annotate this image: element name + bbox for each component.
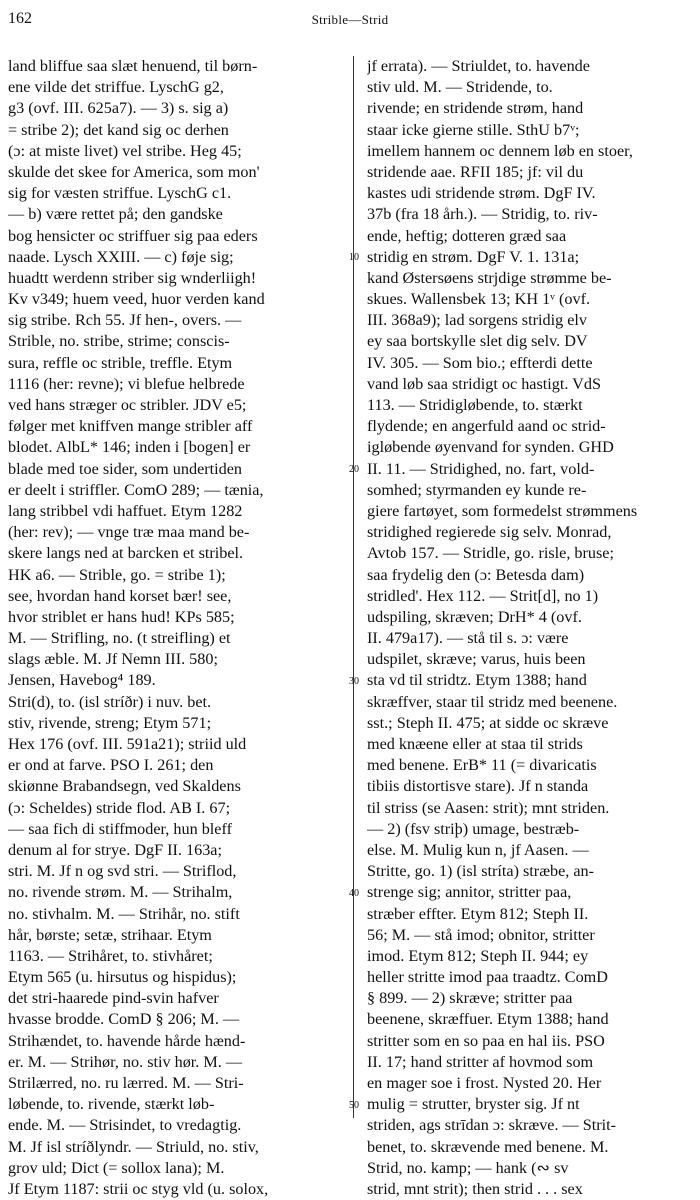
text-line: giere fartøyet, som formedelst strømmens [367,501,638,520]
text-line: skulde det skee for America, som mon' [8,162,260,181]
text-line: bog hensicter oc striffuer sig paa eders [8,226,258,245]
text-line: til striss (se Aasen: strit); mnt striden. [367,798,610,817]
line-number: 50 [349,1099,359,1111]
text-line: 37b (fra 18 årh.). — Stridig, to. riv- [367,205,598,224]
running-head [0,0,700,34]
text-line: ende. M. — Strisindet, to vredagtig. [8,1116,242,1135]
text-line: tibiis distortisve stare). Jf n standa [367,777,589,796]
text-line: hår, børste; setæ, strihaar. Etym [8,925,212,944]
right-column [367,56,692,1200]
line-number: 20 [349,463,359,475]
text-line: stridende aae. RFII 185; jf: vil du [367,162,584,181]
text-line: stiv, rivende, streng; Etym 571; [8,713,212,732]
text-line: sig stribe. Rch 55. Jf hen-, overs. — [8,311,242,330]
line-number: 40 [349,887,359,899]
text-line: det stri-haarede pind-svin hafver [8,989,219,1008]
text-line: Etym 565 (u. hirsutus og hispidus); [8,968,237,987]
text-line: else. M. Mulig kun n, jf Aasen. — [367,840,589,859]
text-line: sura, reffle oc strible, treffle. Etym [8,353,233,372]
running-title: Strible—Strid [311,12,389,27]
text-line: — b) være rettet på; den gandske [8,205,223,224]
text-line: III. 368a9); lad sorgens stridig elv [367,311,587,330]
text-line: er deelt i striffler. ComO 289; — tænia, [8,480,264,499]
text-line: Strid, no. kamp; — hank (∾ sv [367,1158,569,1177]
text-line: striden, ags strīdan ɔ: skræve. — Strit- [367,1116,617,1135]
text-line: strenge sig; annitor, stritter paa, [367,883,572,902]
text-line: mulig = strutter, bryster sig. Jf nt [367,1095,580,1114]
text-line: rivende; en stridende strøm, hand [367,99,584,118]
text-line: sst.; Steph II. 475; at sidde oc skræve [367,713,609,732]
text-line: naade. Lysch XXIII. — c) føje sig; [8,247,234,266]
text-line: Strihændet, to. havende hårde hænd- [8,1031,246,1050]
text-line: no. rivende strøm. M. — Strihalm, [8,883,233,902]
text-line: følger met kniffven mange stribler aff [8,417,253,436]
text-line: stridighed regierede sig selv. Monrad, [367,523,612,542]
text-line: saa frydelig den (ɔ: Betesda dam) [367,565,585,584]
text-line: udspiling, skræven; DrH* 4 (ovf. [367,607,582,626]
text-line: grov uld; Dict (= sollox lana); M. [8,1158,225,1177]
text-line: Avtob 157. — Stridle, go. risle, bruse; [367,544,614,563]
text-line: stridig en strøm. DgF V. 1. 131a; [367,247,580,266]
text-line: med benene. ErB* 11 (= divaricatis [367,756,597,775]
text-line: IV. 305. — Som bio.; effterdi dette [367,353,593,372]
text-line: benet, to. skrævende med benene. M. [367,1137,609,1156]
text-line: skere langs ned at barcken et stribel. [8,544,244,563]
text-line: g3 (ovf. III. 625a7). — 3) s. sig a) [8,99,229,118]
text-line: stridled'. Hex 112. — Strit[d], no 1) [367,586,599,605]
text-line: stiv uld. M. — Stridende, to. [367,78,553,97]
text-line: II. 17; hand stritter af hovmod som [367,1052,594,1071]
text-line: strid, mnt strit); then strid . . . sex [367,1179,583,1198]
page-number: 162 [8,10,32,27]
text-line: jf errata). — Striuldet, to. havende [367,57,590,75]
text-line: skræffver, staar til stridz med beenene. [367,692,618,711]
text-line: = stribe 2); det kand sig oc derhen [8,120,229,139]
text-line: Jf Etym 1187: strii oc styg vld (u. solox, [8,1179,269,1198]
text-line: ved hans stræger oc stribler. JDV e5; [8,396,247,414]
text-line: heller stritte imod paa traadtz. ComD [367,968,608,987]
text-line: stræber effter. Etym 812; Steph II. [367,904,589,923]
text-line: igløbende øyenvand for synden. GHD [367,438,614,457]
text-line: ey saa bortskylle slet dig selv. DV [367,332,588,351]
text-line: imellem hannem oc dennem løb en stoer, [367,141,633,160]
text-line: sig for væsten striffue. LyschG c1. [8,184,232,203]
text-line: Kv v349; huem veed, huor verden kand [8,290,265,309]
text-line: ende, heftig; dotteren græd saa [367,226,567,245]
text-line: staar icke gierne stille. SthU b7ᵛ; [367,120,580,139]
text-line: hvor striblet er hans hud! KPs 585; [8,607,235,626]
text-line: see, hvordan hand korset bær! see, [8,586,232,605]
left-column [8,56,340,1200]
text-line: Strilærred, no. ru lærred. M. — Stri- [8,1074,244,1092]
text-line: blade med toe sider, som undertiden [8,459,243,478]
text-line: Strible, no. stribe, strime; conscis- [8,332,230,351]
text-line: hvasse brodde. ComD § 206; M. — [8,1010,240,1029]
text-line: 113. — Stridigløbende, to. stærkt [367,396,583,414]
text-line: vand løb saa stridigt oc hastigt. VdS [367,374,601,393]
text-line: lang stribbel vdi haffuet. Etym 1282 [8,501,243,520]
text-line: Stritte, go. 1) (isl stríta) stræbe, an- [367,862,595,881]
text-line: imod. Etym 812; Steph II. 944; ey [367,946,589,965]
column-divider [353,56,354,1118]
text-line: — 2) (fsv striþ) umage, bestræb- [367,819,580,838]
text-line: 56; M. — stå imod; obnitor, stritter [367,925,595,944]
text-line: somhed; styrmanden ey kunde re- [367,480,587,499]
text-line: Hex 176 (ovf. III. 591a21); striid uld [8,735,247,753]
text-line: ene vilde det striffue. LyschG g2, [8,78,224,97]
text-line: kand Østersøens strjdige strømme be- [367,268,612,287]
text-line: — saa fich di stiffmoder, hun bleff [8,819,232,838]
text-line: M. — Strifling, no. (t streifling) et [8,629,231,648]
text-line: (ɔ: Scheldes) stride flod. AB I. 67; [8,798,231,817]
text-line: II. 11. — Stridighed, no. fart, vold- [367,459,595,478]
text-line: flydende; en angerfuld aand oc strid- [367,417,606,436]
text-line: 1116 (her: revne); vi blefue helbrede [8,374,245,393]
text-line: 1163. — Strihåret, to. stivhåret; [8,946,213,965]
text-line: slags æble. M. Jf Nemn III. 580; [8,650,218,669]
text-line: land bliffue saa slæt henuend, til børn- [8,57,258,75]
text-line: II. 479a17). — stå til s. ɔ: være [367,629,569,648]
text-line: med knæene eller at staa til strids [367,735,583,753]
text-line: denum al for strye. DgF II. 163a; [8,840,222,859]
text-line: er ond at farve. PSO I. 261; den [8,756,214,775]
line-number: 30 [349,675,359,687]
text-line: skues. Wallensbek 13; KH 1ᵛ (ovf. [367,290,591,309]
text-line: er. M. — Strihør, no. stiv hør. M. — [8,1052,243,1071]
text-line: en mager soe i frost. Nysted 20. Her [367,1074,602,1092]
text-line: løbende, to. rivende, stærkt løb- [8,1095,215,1114]
text-line: HK a6. — Strible, go. = stribe 1); [8,565,226,584]
text-line: (ɔ: at miste livet) vel stribe. Heg 45; [8,141,242,160]
text-line: M. Jf isl stríðlyndr. — Striuld, no. stiv, [8,1137,259,1156]
text-line: udspilet, skræve; varus, huis been [367,650,586,669]
text-line: Jensen, Havebog⁴ 189. [8,671,156,690]
text-line: no. stivhalm. M. — Strihår, no. stift [8,904,240,923]
text-line: beenene, skræffuer. Etym 1388; hand [367,1010,609,1029]
text-line: stri. M. Jf n og svd stri. — Striflod, [8,862,237,881]
text-line: huadtt werdenn striber sig wnderliigh! [8,268,257,287]
text-line: kastes udi stridende strøm. DgF IV. [367,184,596,203]
text-line: (her: rev); — vnge træ maa mand be- [8,523,250,542]
text-line: sta vd til stridtz. Etym 1388; hand [367,671,587,690]
text-line: skiønne Brabandsegn, ved Skaldens [8,777,241,796]
text-line: § 899. — 2) skræve; stritter paa [367,989,573,1008]
text-line: Stri(d), to. (isl stríðr) i nuv. bet. [8,692,212,711]
line-number: 10 [349,251,359,263]
text-line: blodet. AlbL* 146; inden i [bogen] er [8,438,251,457]
text-line: stritter som en so paa en hal iis. PSO [367,1031,605,1050]
